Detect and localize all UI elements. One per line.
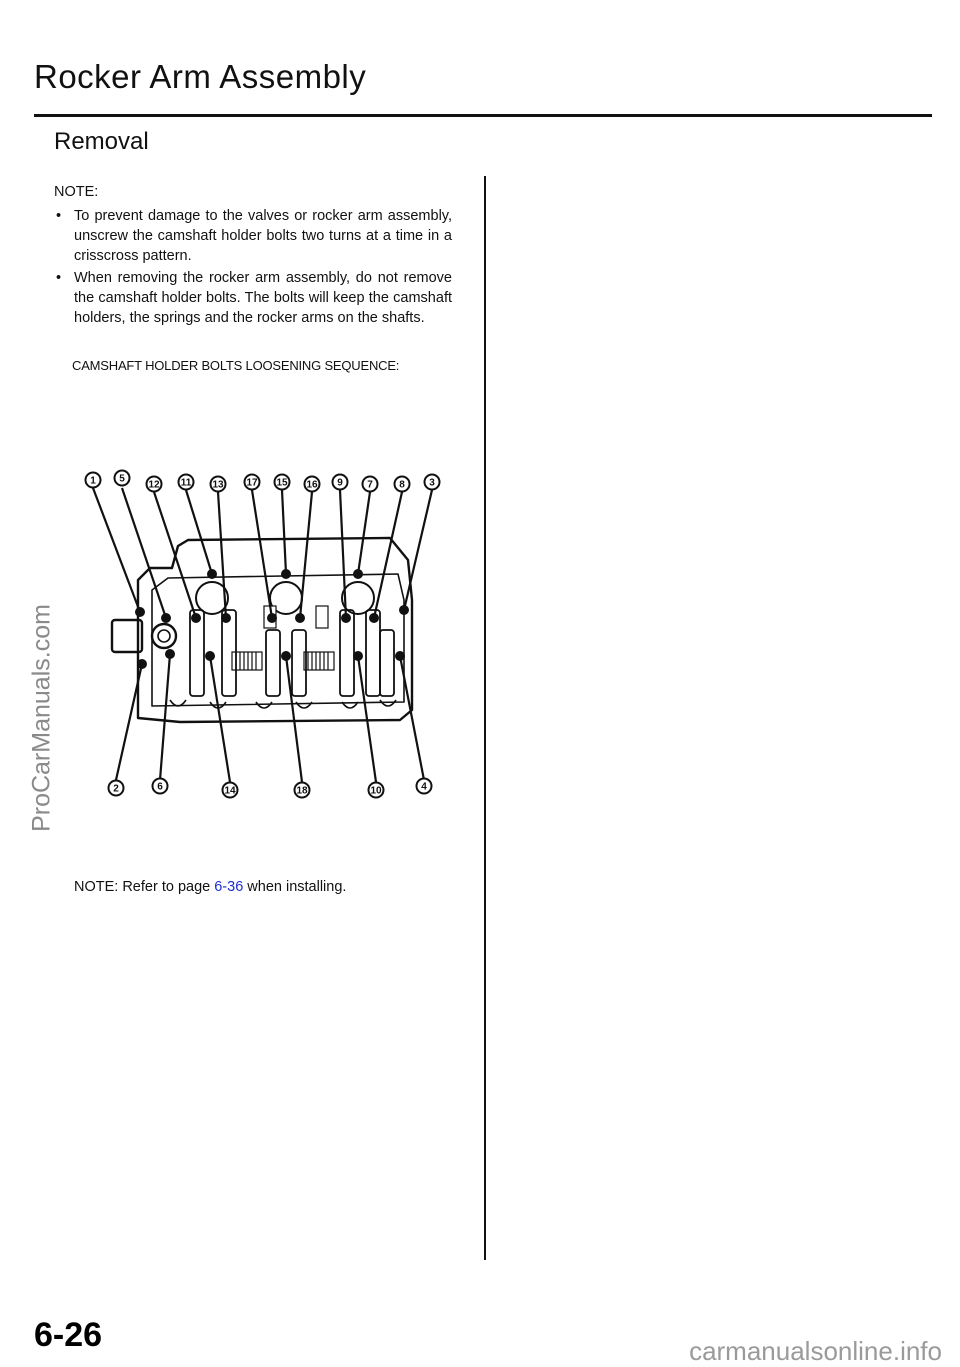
callout-number-13: 13 <box>212 479 224 491</box>
callout-number-14: 14 <box>224 785 236 797</box>
install-note <box>74 879 346 895</box>
note-label: NOTE: <box>54 184 99 200</box>
leader-line <box>374 492 402 618</box>
rocker-arm <box>190 610 204 696</box>
callout-number-1: 1 <box>90 475 96 487</box>
leader-line <box>93 488 140 612</box>
leader-line <box>252 490 272 618</box>
leader-line <box>282 490 286 574</box>
install-note-suffix: when installing. <box>247 879 347 895</box>
leader-line <box>218 492 226 618</box>
leader-line <box>300 492 312 618</box>
bullet-icon: • <box>56 270 62 286</box>
callout-number-11: 11 <box>180 477 192 489</box>
callout-number-4: 4 <box>421 781 427 793</box>
callout-number-6: 6 <box>157 781 163 793</box>
leader-line <box>358 656 376 782</box>
leader-line <box>210 656 230 782</box>
callout-number-15: 15 <box>276 477 288 489</box>
page-title: Rocker Arm Assembly <box>34 58 367 95</box>
rocker-arm <box>266 630 280 696</box>
watermark-side: ProCarManuals.com <box>27 604 56 832</box>
note-item-text: When removing the rocker arm assembly, do not remove the camshaft holder bolts. The bolts will keep the camshaft holders, the springs and the rocker arms on the shafts. <box>74 270 452 326</box>
leader-line <box>404 490 432 610</box>
leader-line <box>160 654 170 780</box>
leader-line <box>116 664 142 780</box>
callout-number-9: 9 <box>337 477 343 489</box>
callout-number-3: 3 <box>429 477 435 489</box>
watermark-footer: carmanualsonline.info <box>689 1336 942 1366</box>
callout-number-2: 2 <box>113 783 119 795</box>
bullet-icon: • <box>56 208 62 224</box>
rocker-arm <box>340 610 354 696</box>
callout-number-7: 7 <box>367 479 373 491</box>
rocker-arm <box>380 630 394 696</box>
note-item <box>54 206 452 266</box>
title-divider <box>34 114 932 117</box>
callout-number-10: 10 <box>370 785 382 797</box>
section-title: Removal <box>54 128 149 155</box>
install-note-text: NOTE: Refer to page <box>74 879 211 895</box>
callout-number-16: 16 <box>306 479 318 491</box>
leader-line <box>358 492 370 574</box>
callout-number-17: 17 <box>246 477 258 489</box>
note-item <box>54 268 452 328</box>
callout-number-5: 5 <box>119 473 125 485</box>
rocker-arm <box>366 610 380 696</box>
diagram-caption: CAMSHAFT HOLDER BOLTS LOOSENING SEQUENCE: <box>72 358 400 373</box>
seal-ring <box>152 624 176 648</box>
removal-notes <box>54 182 452 330</box>
rocker-spring <box>316 606 328 628</box>
note-item-text: To prevent damage to the valves or rocker arm assembly, unscrew the camshaft holder bolts two turns at a time in a crisscross pattern. <box>74 208 452 264</box>
bolt-sequence-diagram <box>60 450 460 810</box>
leader-line <box>286 656 302 782</box>
page-reference-link[interactable]: 6-36 <box>214 879 244 895</box>
column-divider <box>484 176 486 1260</box>
callout-number-18: 18 <box>296 785 308 797</box>
leader-line <box>186 490 212 574</box>
callout-number-12: 12 <box>148 479 160 491</box>
callout-number-8: 8 <box>399 479 405 491</box>
page-number: 6-26 <box>34 1316 103 1354</box>
